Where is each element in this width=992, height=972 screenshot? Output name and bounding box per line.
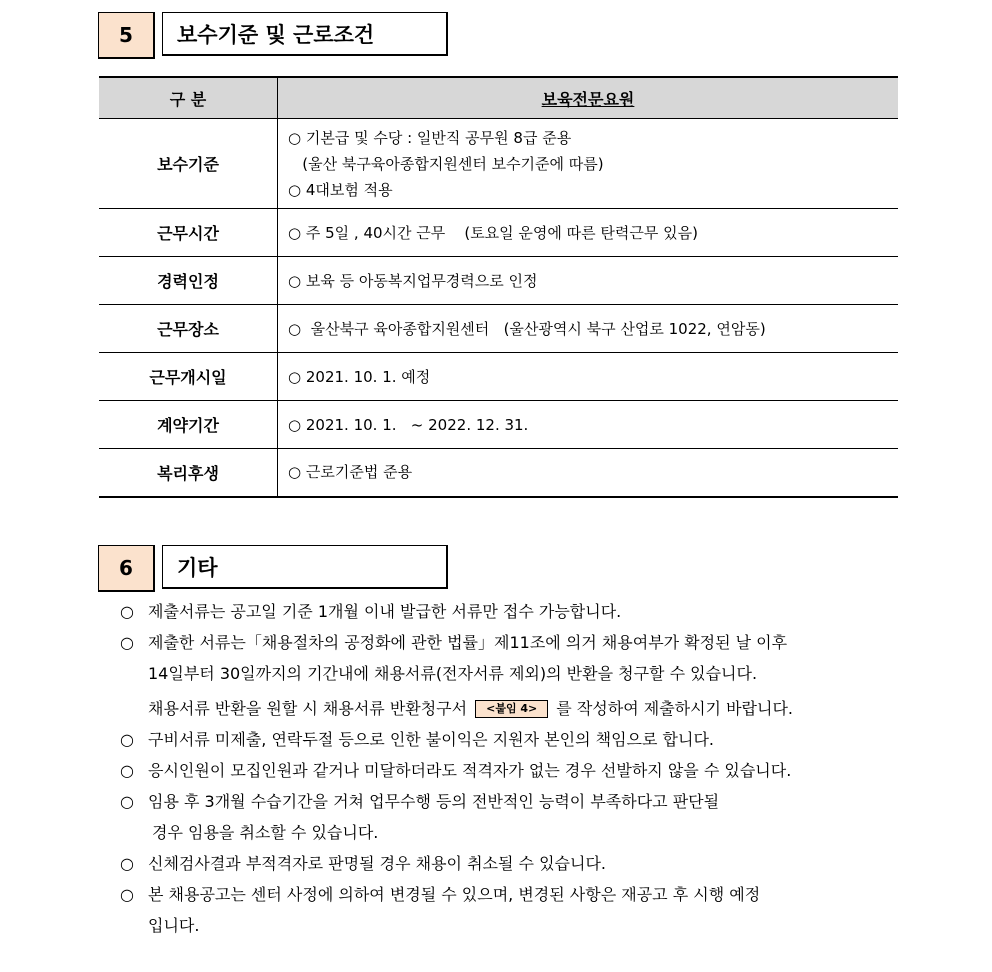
note-line: 구비서류 미제출, 연락두절 등으로 인한 불이익은 지원자 본인의 책임으로 합니다. bbox=[148, 730, 714, 749]
list-item bbox=[120, 848, 910, 879]
row-label: 보수기준 bbox=[99, 119, 278, 209]
row-value bbox=[278, 305, 899, 353]
table-row bbox=[99, 119, 898, 209]
row-value bbox=[278, 401, 899, 449]
row-line: ○ 주 5일 , 40시간 근무 (토요일 운영에 따른 탄력근무 있음) bbox=[288, 223, 698, 242]
row-label: 복리후생 bbox=[99, 449, 278, 497]
note-line: 본 채용공고는 센터 사정에 의하여 변경될 수 있으며, 변경된 사항은 재공고 후 시행 예정 bbox=[148, 885, 761, 904]
row-value bbox=[278, 449, 899, 497]
row-line: ○ 4대보험 적용 bbox=[288, 180, 393, 199]
list-item bbox=[120, 596, 910, 627]
list-item bbox=[120, 879, 910, 941]
note-line: 신체검사결과 부적격자로 판명될 경우 채용이 취소될 수 있습니다. bbox=[148, 854, 607, 873]
header-position bbox=[278, 77, 899, 119]
table-header-row bbox=[99, 77, 898, 119]
bullet-icon: ○ bbox=[120, 633, 134, 652]
row-label: 근무장소 bbox=[99, 305, 278, 353]
row-label: 계약기간 bbox=[99, 401, 278, 449]
list-item bbox=[120, 755, 910, 786]
note-line: 입니다. bbox=[148, 916, 200, 935]
table-row bbox=[99, 401, 898, 449]
row-line: ○ 울산북구 육아종합지원센터 (울산광역시 북구 산업로 1022, 연암동) bbox=[288, 319, 766, 338]
note-line: 제출한 서류는「채용절차의 공정화에 관한 법률」제11조에 의거 채용여부가 확정된 날 이후 bbox=[148, 633, 788, 652]
conditions-table bbox=[99, 76, 898, 498]
row-value bbox=[278, 257, 899, 305]
list-item bbox=[120, 627, 910, 724]
table-row bbox=[99, 305, 898, 353]
row-line: ○ 기본급 및 수당 : 일반직 공무원 8급 준용 bbox=[288, 128, 572, 147]
row-label: 근무시간 bbox=[99, 209, 278, 257]
notes-list bbox=[120, 596, 910, 941]
row-label: 경력인정 bbox=[99, 257, 278, 305]
list-item bbox=[120, 724, 910, 755]
table-row bbox=[99, 257, 898, 305]
header-position-text: 보육전문요원 bbox=[541, 89, 635, 109]
row-line: (울산 북구육아종합지원센터 보수기준에 따름) bbox=[288, 154, 604, 173]
row-line: ○ 보육 등 아동복지업무경력으로 인정 bbox=[288, 271, 538, 290]
bullet-icon: ○ bbox=[120, 761, 134, 780]
header-category: 구 분 bbox=[99, 77, 278, 119]
return-request-text: 채용서류 반환을 원할 시 채용서류 반환청구서 bbox=[148, 699, 468, 718]
bullet-icon: ○ bbox=[120, 885, 134, 904]
note-line: 응시인원이 모집인원과 같거나 미달하더라도 적격자가 없는 경우 선발하지 않을 수 있습니다. bbox=[148, 761, 792, 780]
attachment-badge: <붙임 4> bbox=[475, 700, 548, 718]
row-line: ○ 2021. 10. 1. ~ 2022. 12. 31. bbox=[288, 415, 529, 434]
bullet-icon: ○ bbox=[120, 792, 134, 811]
row-line: ○ 근로기준법 준용 bbox=[288, 463, 413, 482]
row-line: ○ 2021. 10. 1. 예정 bbox=[288, 367, 431, 386]
table-row bbox=[99, 449, 898, 497]
row-value bbox=[278, 119, 899, 209]
return-request-line bbox=[148, 693, 910, 724]
note-line: 제출서류는 공고일 기준 1개월 이내 발급한 서류만 접수 가능합니다. bbox=[148, 602, 622, 621]
row-label: 근무개시일 bbox=[99, 353, 278, 401]
table-row bbox=[99, 209, 898, 257]
section-5-title: 보수기준 및 근로조건 bbox=[162, 12, 448, 56]
note-line: 임용 후 3개월 수습기간을 거쳐 업무수행 등의 전반적인 능력이 부족하다고 판단될 bbox=[148, 792, 720, 811]
row-value bbox=[278, 353, 899, 401]
note-line: 14일부터 30일까지의 기간내에 채용서류(전자서류 제외)의 반환을 청구할 수 있습니다. bbox=[148, 664, 758, 683]
bullet-icon: ○ bbox=[120, 854, 134, 873]
section-5-number: 5 bbox=[98, 12, 155, 59]
return-request-text-end: 를 작성하여 제출하시기 바랍니다. bbox=[556, 699, 794, 718]
section-6-number: 6 bbox=[98, 545, 155, 592]
note-line: 경우 임용을 취소할 수 있습니다. bbox=[152, 823, 379, 842]
section-6-title: 기타 bbox=[162, 545, 448, 589]
bullet-icon: ○ bbox=[120, 602, 134, 621]
bullet-icon: ○ bbox=[120, 730, 134, 749]
table-row bbox=[99, 353, 898, 401]
row-value bbox=[278, 209, 899, 257]
list-item bbox=[120, 786, 910, 848]
